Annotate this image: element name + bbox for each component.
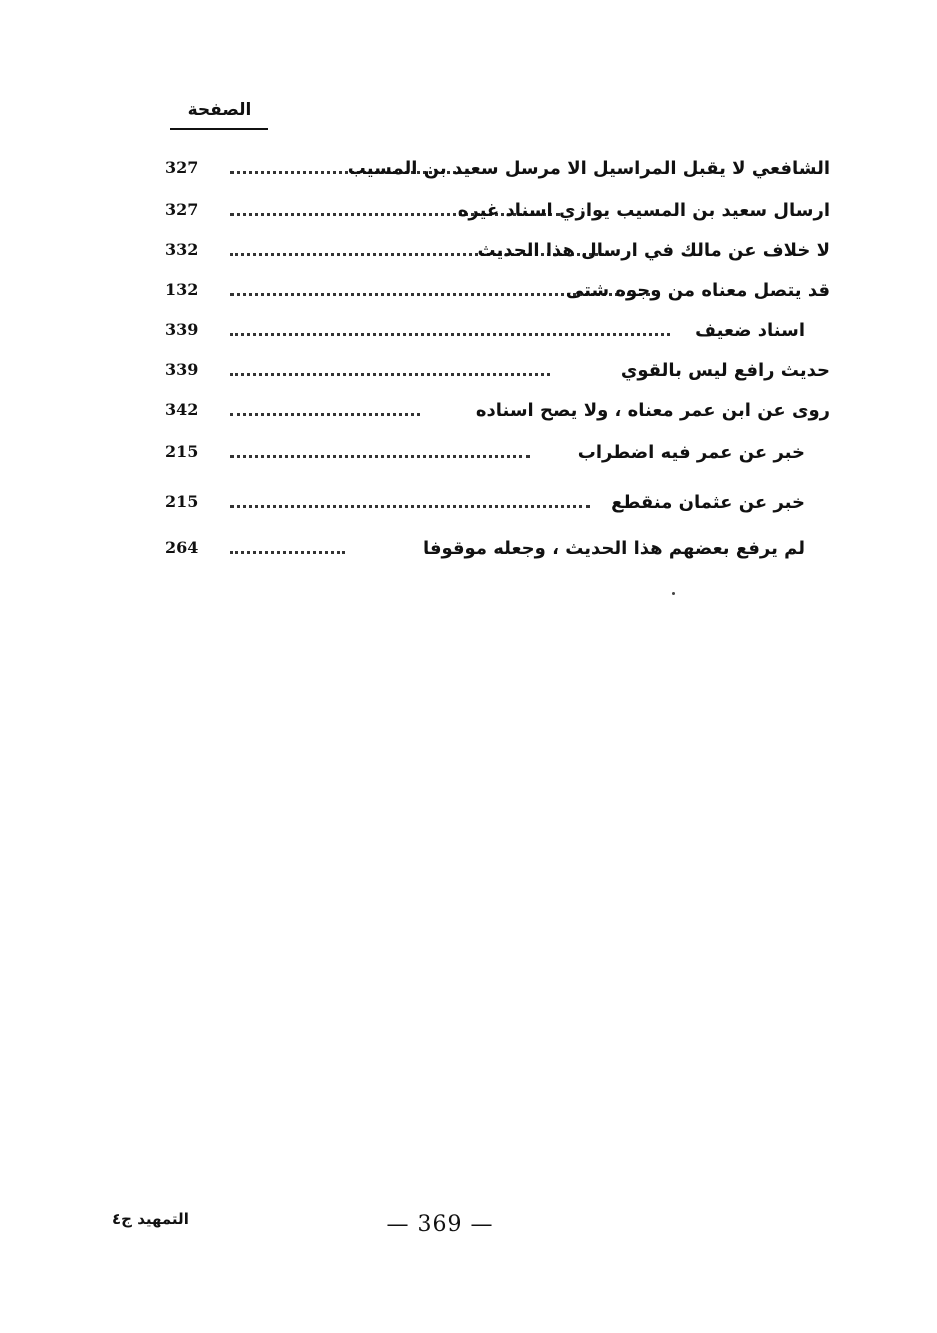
toc-page-number: 327 <box>165 200 199 219</box>
toc-entry-title: لا خلاف عن مالك في ارسال هذا الحديث <box>477 240 830 261</box>
toc-entry-title: روى عن ابن عمر معناه ، ولا يصح اسناده <box>475 400 830 421</box>
toc-entry-title: خبر عن عمر فيه اضطراب <box>577 442 805 463</box>
toc-page-number: 332 <box>165 240 199 259</box>
toc-row <box>165 320 830 350</box>
dot-leader <box>230 333 670 336</box>
toc-page-number: 339 <box>165 320 199 339</box>
toc-entry-title: خبر عن عثمان منقطع <box>611 492 805 513</box>
toc-page-number: 215 <box>165 492 199 511</box>
toc-row <box>165 200 830 230</box>
toc-row <box>165 538 830 568</box>
toc-row <box>165 442 830 472</box>
toc-page-number: 327 <box>165 158 199 177</box>
toc-entry-title: لم يرفع بعضهم هذا الحديث ، وجعله موقوفا <box>422 538 805 559</box>
toc-row <box>165 280 830 310</box>
header-underline <box>170 128 268 130</box>
toc-page-number: 339 <box>165 360 199 379</box>
toc-row <box>165 492 830 522</box>
toc-page-number: 215 <box>165 442 199 461</box>
page-column-label: الصفحة <box>187 100 252 120</box>
toc-page-number: 342 <box>165 400 199 419</box>
dot-leader <box>230 505 590 508</box>
toc-page-number: 264 <box>165 538 199 557</box>
toc-entry-title: الشافعي لا يقبل المراسيل الا مرسل سعيد بن المسيب <box>347 158 830 179</box>
dot-leader <box>230 413 420 416</box>
book-volume-label: التمهيد ج٤ <box>112 1210 189 1228</box>
dot-leader <box>230 551 345 554</box>
dot-leader <box>230 455 530 458</box>
toc-entry-title: ارسال سعيد بن المسيب يوازي اسناد غيره <box>457 200 830 221</box>
dot-leader <box>230 373 550 376</box>
toc-entry-title: قد يتصل معناه من وجوه شتى <box>565 280 830 301</box>
toc-row <box>165 240 830 270</box>
toc-row <box>165 360 830 390</box>
toc-entry-title: اسناد ضعيف <box>695 320 805 341</box>
toc-page-number: 132 <box>165 280 199 299</box>
page-number: — 369 — <box>386 1212 494 1237</box>
toc-entry-title: حديث رافع ليس بالقوي <box>620 360 830 381</box>
toc-row <box>165 158 830 188</box>
scan-speck <box>672 592 675 595</box>
toc-row <box>165 400 830 430</box>
